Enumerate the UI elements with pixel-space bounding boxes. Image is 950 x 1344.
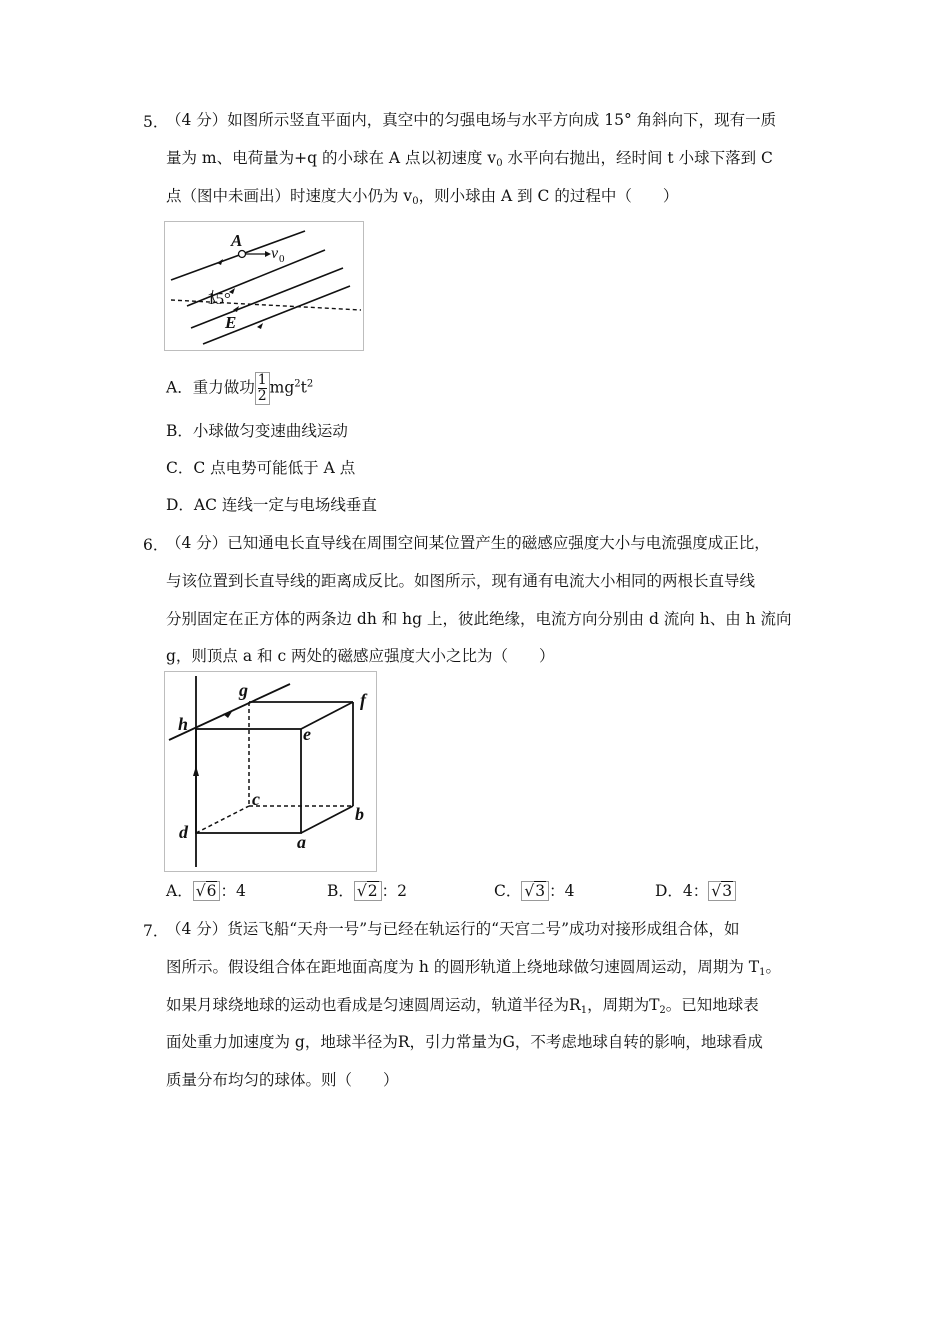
field-arrowhead	[257, 323, 263, 329]
sqrt-expression: √3	[521, 881, 549, 901]
text-span: ，周期为T	[587, 996, 660, 1014]
text-span: 。已知地球表	[665, 996, 759, 1014]
ball-A	[239, 251, 246, 258]
fraction	[255, 372, 270, 405]
subscript: 1	[759, 967, 766, 978]
option-text: A．重力做功	[166, 378, 255, 397]
label-g: g	[239, 680, 248, 700]
subscript: 0	[412, 196, 419, 207]
label-h: h	[178, 714, 189, 734]
text-span: 。	[765, 958, 781, 976]
question-number: 6．	[143, 536, 169, 554]
option-letter: A．	[166, 882, 193, 900]
question-text-line: 分别固定在正方体的两条边 dh 和 hg 上，彼此绝缘，电流方向分别由 d 流向 h、由 h 流向	[166, 610, 792, 628]
option-letter: C．	[494, 882, 522, 900]
question-text-line	[166, 186, 678, 212]
superscript: 2	[294, 378, 301, 390]
fraction-numerator: 1	[257, 372, 267, 388]
option-text: t	[300, 378, 307, 397]
sqrt-expression: √2	[354, 881, 382, 901]
superscript: 2	[306, 378, 314, 390]
question-text-line: 面处重力加速度为 g，地球半径为R，引力常量为G，不考虑地球自转的影响，地球看成	[166, 1033, 763, 1051]
label-A: A	[231, 231, 243, 250]
label-a: a	[297, 832, 306, 852]
text-span: 图所示。假设组合体在距地面高度为 h 的圆形轨道上绕地球做匀速圆周运动，周期为 T	[166, 958, 760, 976]
question-text-line: （4 分）货运飞船“天舟一号”与已经在轨运行的“天宫二号”成功对接形成组合体，如	[166, 920, 740, 938]
radicand: 2	[367, 882, 378, 900]
question-text-line	[166, 957, 781, 983]
option-A[interactable]	[166, 372, 313, 405]
option-text: ：4	[549, 882, 575, 900]
question-text-line: 质量分布均匀的球体。则（ ）	[166, 1071, 399, 1089]
text-span: 如果月球绕地球的运动也看成是匀速圆周运动，轨道半径为R	[166, 996, 581, 1014]
option-C[interactable]	[494, 881, 575, 901]
sqrt-expression: √6	[193, 881, 221, 901]
label-e: e	[303, 724, 311, 744]
cube-edge-ab	[301, 806, 353, 833]
question-number: 7．	[143, 922, 169, 940]
question-text-line	[166, 148, 773, 174]
text-span: ，则小球由 A 到 C 的过程中（ ）	[418, 187, 679, 205]
horizontal-dashed-line	[171, 300, 361, 310]
current-arrow-hg	[223, 710, 233, 718]
sqrt-expression: √3	[708, 881, 736, 901]
radicand: 3	[535, 882, 546, 900]
label-v0-sub: 0	[279, 253, 285, 265]
option-C[interactable]: C．C 点电势可能低于 A 点	[166, 459, 356, 477]
label-E: E	[225, 313, 237, 332]
option-D[interactable]	[655, 881, 736, 901]
radicand: 6	[206, 882, 217, 900]
question-text-line: 与该位置到长直导线的距离成反比。如图所示，现有通有电流大小相同的两根长直导线	[166, 572, 756, 590]
cube-diagram	[165, 672, 376, 871]
label-v0: v	[271, 245, 279, 262]
text-span: 量为 m、电荷量为+q 的小球在 A 点以初速度 v	[166, 149, 497, 167]
subscript: 2	[659, 1005, 666, 1016]
radicand: 3	[722, 882, 733, 900]
text-span: 水平向右抛出，经时间 t 小球下落到 C	[502, 149, 773, 167]
hidden-edge-dc	[196, 806, 249, 833]
label-f: f	[360, 690, 366, 710]
subscript: 0	[496, 158, 503, 169]
fraction-denominator: 2	[257, 388, 267, 404]
electric-field-diagram	[165, 222, 363, 350]
option-D[interactable]: D．AC 连线一定与电场线垂直	[166, 496, 377, 514]
option-text: mg	[269, 378, 295, 397]
question-text-line: （4 分）如图所示竖直平面内，真空中的匀强电场与水平方向成 15° 角斜向下，现有一质	[166, 111, 777, 129]
option-B[interactable]: B．小球做匀变速曲线运动	[166, 422, 348, 440]
label-d: d	[179, 822, 188, 842]
label-b: b	[355, 804, 364, 824]
question-number: 5．	[143, 113, 169, 131]
option-A[interactable]	[166, 881, 246, 901]
label-c: c	[252, 789, 260, 809]
text-span: 点（图中未画出）时速度大小仍为 v	[166, 187, 413, 205]
label-angle: 15°	[207, 289, 231, 308]
option-text: ：4	[220, 882, 246, 900]
option-text: ：2	[381, 882, 408, 900]
question-text-line: （4 分）已知通电长直导线在周围空间某位置产生的磁感应强度大小与电流强度成正比，	[166, 534, 770, 552]
option-B[interactable]	[327, 881, 407, 901]
option-letter: B．	[327, 882, 354, 900]
subscript: 1	[580, 1005, 588, 1016]
cube-figure	[164, 671, 377, 872]
current-arrow-up	[193, 766, 199, 776]
question-text-line	[166, 995, 759, 1021]
question-text-line: g，则顶点 a 和 c 两处的磁感应强度大小之比为（ ）	[166, 647, 555, 665]
electric-field-figure	[164, 221, 364, 351]
option-letter: D．4：	[655, 882, 709, 900]
